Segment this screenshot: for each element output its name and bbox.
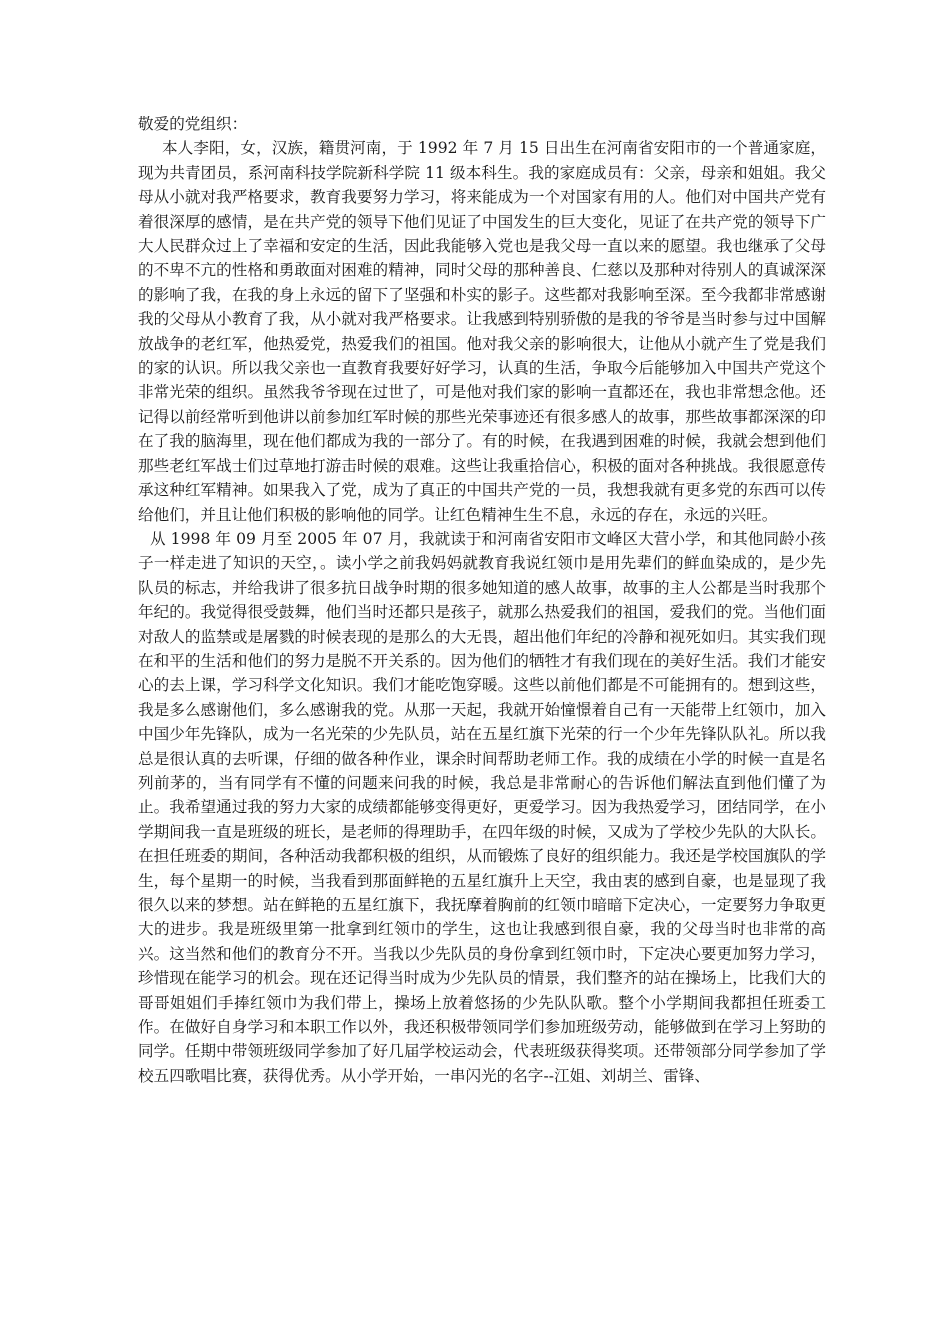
paragraph-family-background: 本人李阳，女，汉族，籍贯河南，于 1992 年 7 月 15 日出生在河南省安阳市的一个普通家庭，现为共青团员，系河南科技学院新科学院 11 级本科生。我的家庭成员有：父亲，母亲和姐姐。我父母从小就对我严格要求，教育我要努力学习，将来能成为一个对国家有用的人。他们对中国共产党有着很深厚的感情，是在共产党的领导下他们见证了中国发生的巨大变化，见证了在共产党的领导下广大人民群众过上了幸福和安定的生活，因此我能够入党也是我父母一直以来的愿望。我也继承了父母的不卑不亢的性格和勇敢面对困难的精神，同时父母的那种善良、仁慈以及那种对待别人的真诚深深的影响了我，在我的身上永远的留下了坚强和朴实的影子。这些都对我影响至深。至今我都非常感谢我的父母从小教育了我，从小就对我严格要求。让我感到特别骄傲的是我的爷爷是当时参与过中国解放战争的老红军，他热爱党，热爱我们的祖国。他对我父亲的影响很大，让他从小就产生了党是我们的家的认识。所以我父亲也一直教育我要好好学习，认真的生活，争取今后能够加入中国共产党这个非常光荣的组织。虽然我爷爷现在过世了，可是他对我们家的影响一直都还在，我也非常想念他。还记得以前经常听到他讲以前参加红军时候的那些光荣事迹还有很多感人的故事，那些故事都深深的印在了我的脑海里，现在他们都成为我的一部分了。有的时候，在我遇到困难的时候，我就会想到他们那些老红军战士们过草地打游击时候的艰难。这些让我重拾信心，积极的面对各种挑战。我很愿意传承这种红军精神。如果我入了党，成为了真正的中国共产党的一员，我想我就有更多党的东西可以传给他们，并且让他们积极的影响他的同学。让红色精神生生不息，永远的存在，永远的兴旺。: [138, 139, 826, 524]
letter-body: [138, 112, 826, 1088]
paragraph-primary-school: 从 1998 年 09 月至 2005 年 07 月，我就读于和河南省安阳市文峰区大营小学，和其他同龄小孩子一样走进了知识的天空，。读小学之前我妈妈就教育我说红领巾是用先辈们的鲜血染成的，是少先队员的标志，并给我讲了很多抗日战争时期的很多她知道的感人故事，故事的主人公都是当时我那个年纪的。我觉得很受鼓舞，他们当时还都只是孩子，就那么热爱我们的祖国，爱我们的党。当他们面对敌人的监禁或是屠戮的时候表现的是那么的大无畏，超出他们年纪的冷静和视死如归。其实我们现在和平的生活和他们的努力是脱不开关系的。因为他们的牺牲才有我们现在的美好生活。我们才能安心的去上课，学习科学文化知识。我们才能吃饱穿暖。这些以前他们都是不可能拥有的。想到这些，我是多么感谢他们，多么感谢我的党。从那一天起，我就开始憧憬着自己有一天能带上红领巾，加入中国少年先锋队，成为一名光荣的少先队员，站在五星红旗下光荣的行一个少年先锋队队礼。所以我总是很认真的去听课，仔细的做各种作业，课余时间帮助老师工作。我的成绩在小学的时候一直是名列前茅的，当有同学有不懂的问题来问我的时候，我总是非常耐心的告诉他们解法直到他们懂了为止。我希望通过我的努力大家的成绩都能够变得更好，更爱学习。因为我热爱学习，团结同学，在小学期间我一直是班级的班长，是老师的得理助手，在四年级的时候，又成为了学校少先队的大队长。在担任班委的期间，各种活动我都积极的组织，从而锻炼了良好的组织能力。我还是学校国旗队的学生，每个星期一的时候，当我看到那面鲜艳的五星红旗升上天空，我由衷的感到自豪，也是显现了我很久以来的梦想。站在鲜艳的五星红旗下，我抚摩着胸前的红领巾暗暗下定决心，一定要努力争取更大的进步。我是班级里第一批拿到红领巾的学生，这也让我感到很自豪，我的父母当时也非常的高兴。这当然和他们的教育分不开。当我以少先队员的身份拿到红领巾时，下定决心要更加努力学习，珍惜现在能学习的机会。现在还记得当时成为少先队员的情景，我们整齐的站在操场上，比我们大的哥哥姐姐们手捧红领巾为我们带上，操场上放着悠扬的少先队队歌。整个小学期间我都担任班委工作。在做好自身学习和本职工作以外，我还积极带领同学们参加班级劳动，能够做到在学习上努助的同学。任期中带领班级同学参加了好几届学校运动会，代表班级获得奖项。还带领部分同学参加了学校五四歌唱比赛，获得优秀。从小学开始，一串闪光的名字--江姐、刘胡兰、雷锋、: [138, 529, 826, 1085]
salutation: 敬爱的党组织：: [138, 115, 248, 133]
